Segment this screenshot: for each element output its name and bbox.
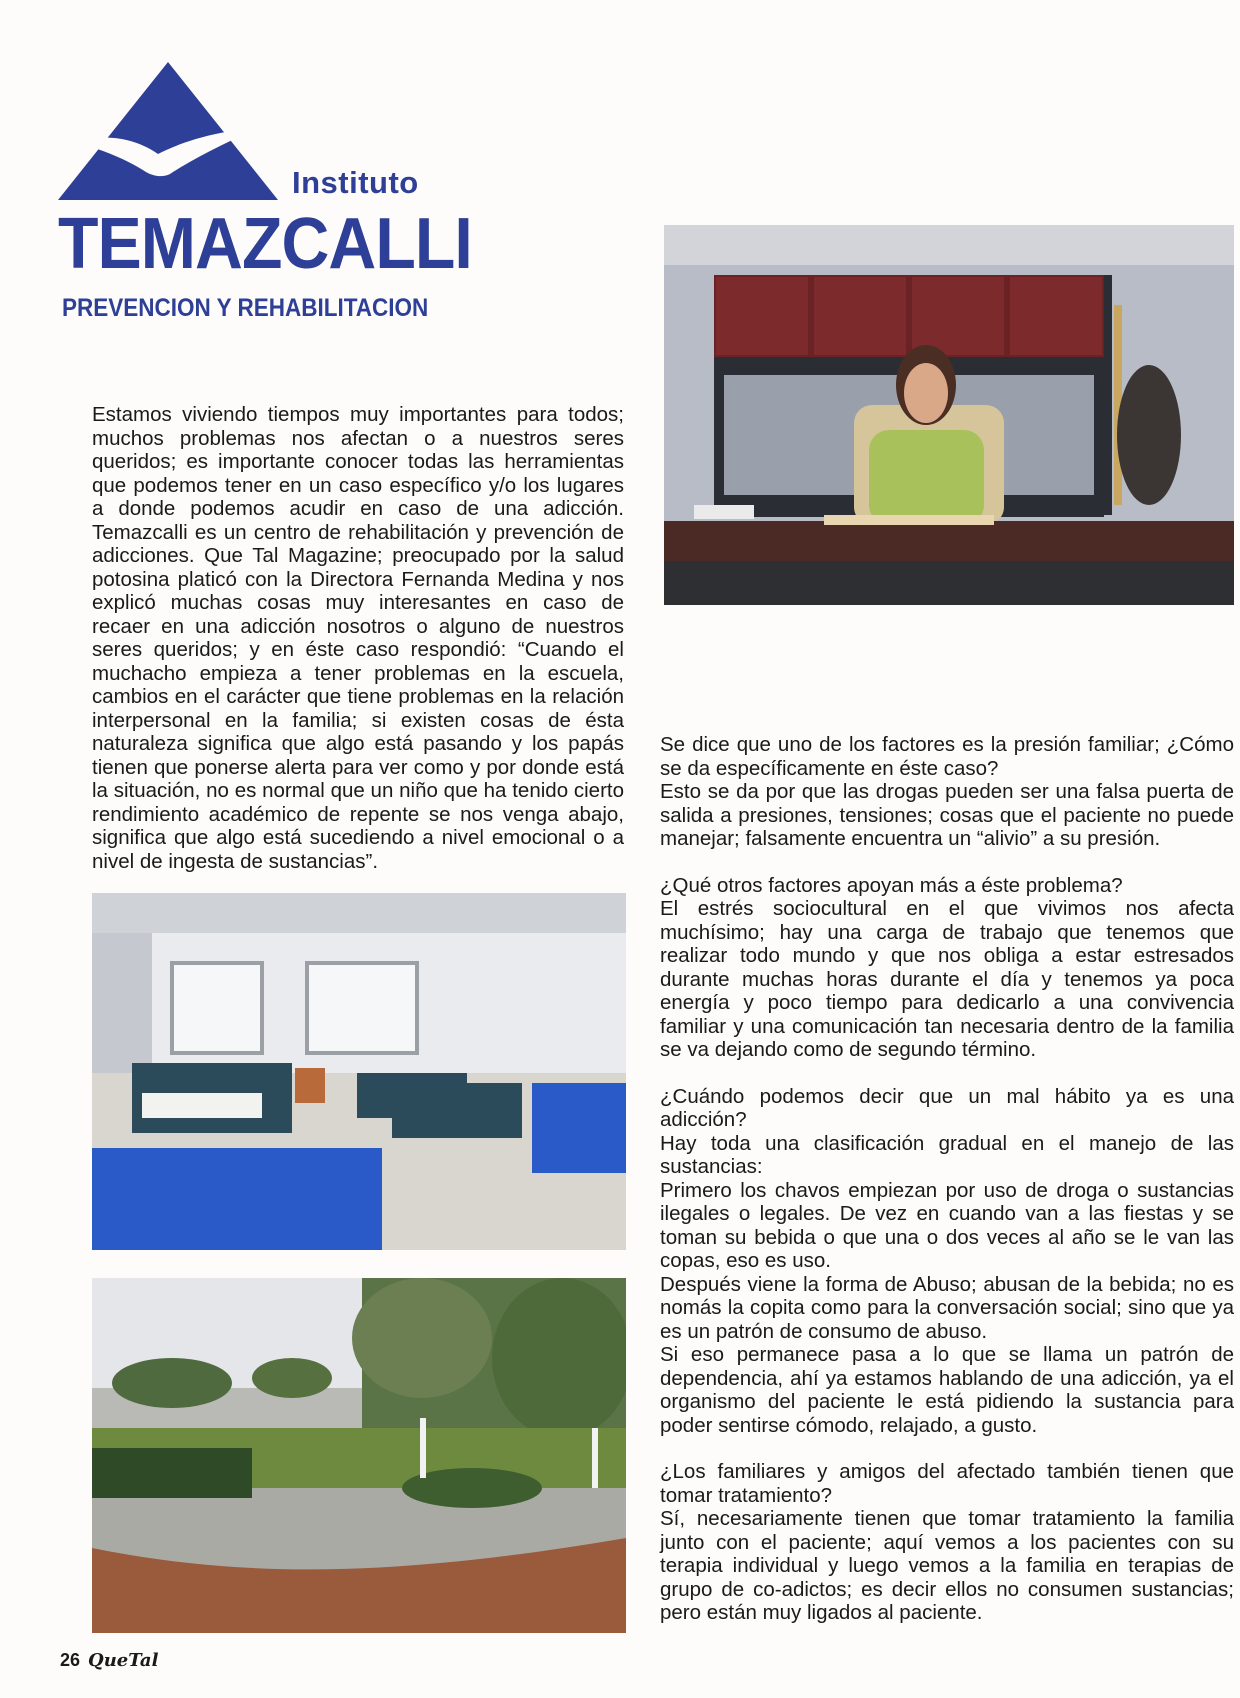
interview-answer: Esto se da por que las drogas pueden ser una falsa puerta de salida a presiones, tensiones; cosas que el paciente no puede manejar; falsamente encuentra un “alivio” a su presión. (660, 780, 1234, 850)
institute-name: TEMAZCALLI (58, 204, 472, 284)
director-office-photo (664, 225, 1234, 605)
institute-tagline: PREVENCION Y REHABILITACION (62, 294, 429, 322)
institute-label: Instituto (292, 165, 419, 200)
page-footer (60, 1650, 158, 1671)
interview-answer: Si eso permanece pasa a lo que se llama un patrón de dependencia, ahí ya estamos hablando de una adicción, ya el organismo del paciente le está pidiendo la sustancia para poder sentirse cómodo, relajado, a gusto. (660, 1343, 1234, 1437)
interview-question: ¿Qué otros factores apoyan más a éste problema? (660, 873, 1123, 897)
interview-section (660, 733, 1234, 1625)
interview-answer: El estrés sociocultural en el que vivimos nos afecta muchísimo; hay una carga de trabajo que tenemos que realizar todo mundo y que nos obliga a estar estresados durante muchas horas durante el día y tenemos ya poca energía y poco tiempo para dedicarlo a una convivencia familiar y una comunicación tan necesaria dentro de la familia se va dejando como de segundo término. (660, 897, 1234, 1061)
interview-answer: Sí, necesariamente tienen que tomar tratamiento la familia junto con el paciente; aquí vemos a los pacientes con su terapia individual y luego vemos a la familia en terapias de grupo de co-adictos; es decir ellos no consumen sustancias; pero están muy ligados al paciente. (660, 1507, 1234, 1624)
interview-question: Se dice que uno de los factores es la presión familiar; ¿Cómo se da específicamente en éste caso? (660, 733, 1234, 780)
interview-answer: Después viene la forma de Abuso; abusan de la bebida; no es nomás la copita como para la conversación social; sino que ya es un patrón de consumo de abuso. (660, 1272, 1234, 1343)
interview-answer: Hay toda una clasificación gradual en el manejo de las sustancias: (660, 1131, 1234, 1178)
institute-logo-icon (58, 62, 278, 202)
garden-photo (92, 1278, 626, 1633)
intro-paragraph (92, 403, 624, 873)
interview-question: ¿Cuándo podemos decir que un mal hábito ya es una adicción? (660, 1084, 1234, 1131)
interview-answer: Primero los chavos empiezan por uso de droga o sustancias ilegales o legales. De vez en cuando van a las fiestas y se toman su bebida o que una o dos veces al año se le van las copas, eso es uso. (660, 1178, 1234, 1272)
interview-question: ¿Los familiares y amigos del afectado también tienen que tomar tratamiento? (660, 1460, 1234, 1507)
intro-text: Estamos viviendo tiempos muy importantes para todos; muchos problemas nos afectan o a nuestros seres queridos; es importante conocer todas las herramientas que podemos tener en un caso específico y/o los lugares a donde podemos acudir en caso de una adicción. Temazcalli es un centro de rehabilitación y prevención de adicciones. Que Tal Magazine; preocupado por la salud potosina platicó con la Directora Fernanda Medina y nos explicó muchas cosas muy interesantes en caso de recaer en una adicción nosotros o alguno de nuestros seres queridos; y en éste caso respondió: “Cuando el muchacho empieza a tener problemas en la escuela, cambios en el carácter que tiene problemas en la relación interpersonal en la familia; si existen cosas de ésta naturaleza significa que algo está pasando y los papás tienen que ponerse alerta para ver como y por donde está la situación, no es normal que un niño que ha tenido cierto rendimiento académico de repente se nos venga abajo, significa que algo está sucediendo a nivel emocional o a nivel de ingesta de sustancias”. (92, 403, 624, 873)
page-number: 26 (60, 1650, 81, 1670)
dormitory-photo (92, 893, 626, 1250)
magazine-name: QueTal (88, 1650, 159, 1671)
